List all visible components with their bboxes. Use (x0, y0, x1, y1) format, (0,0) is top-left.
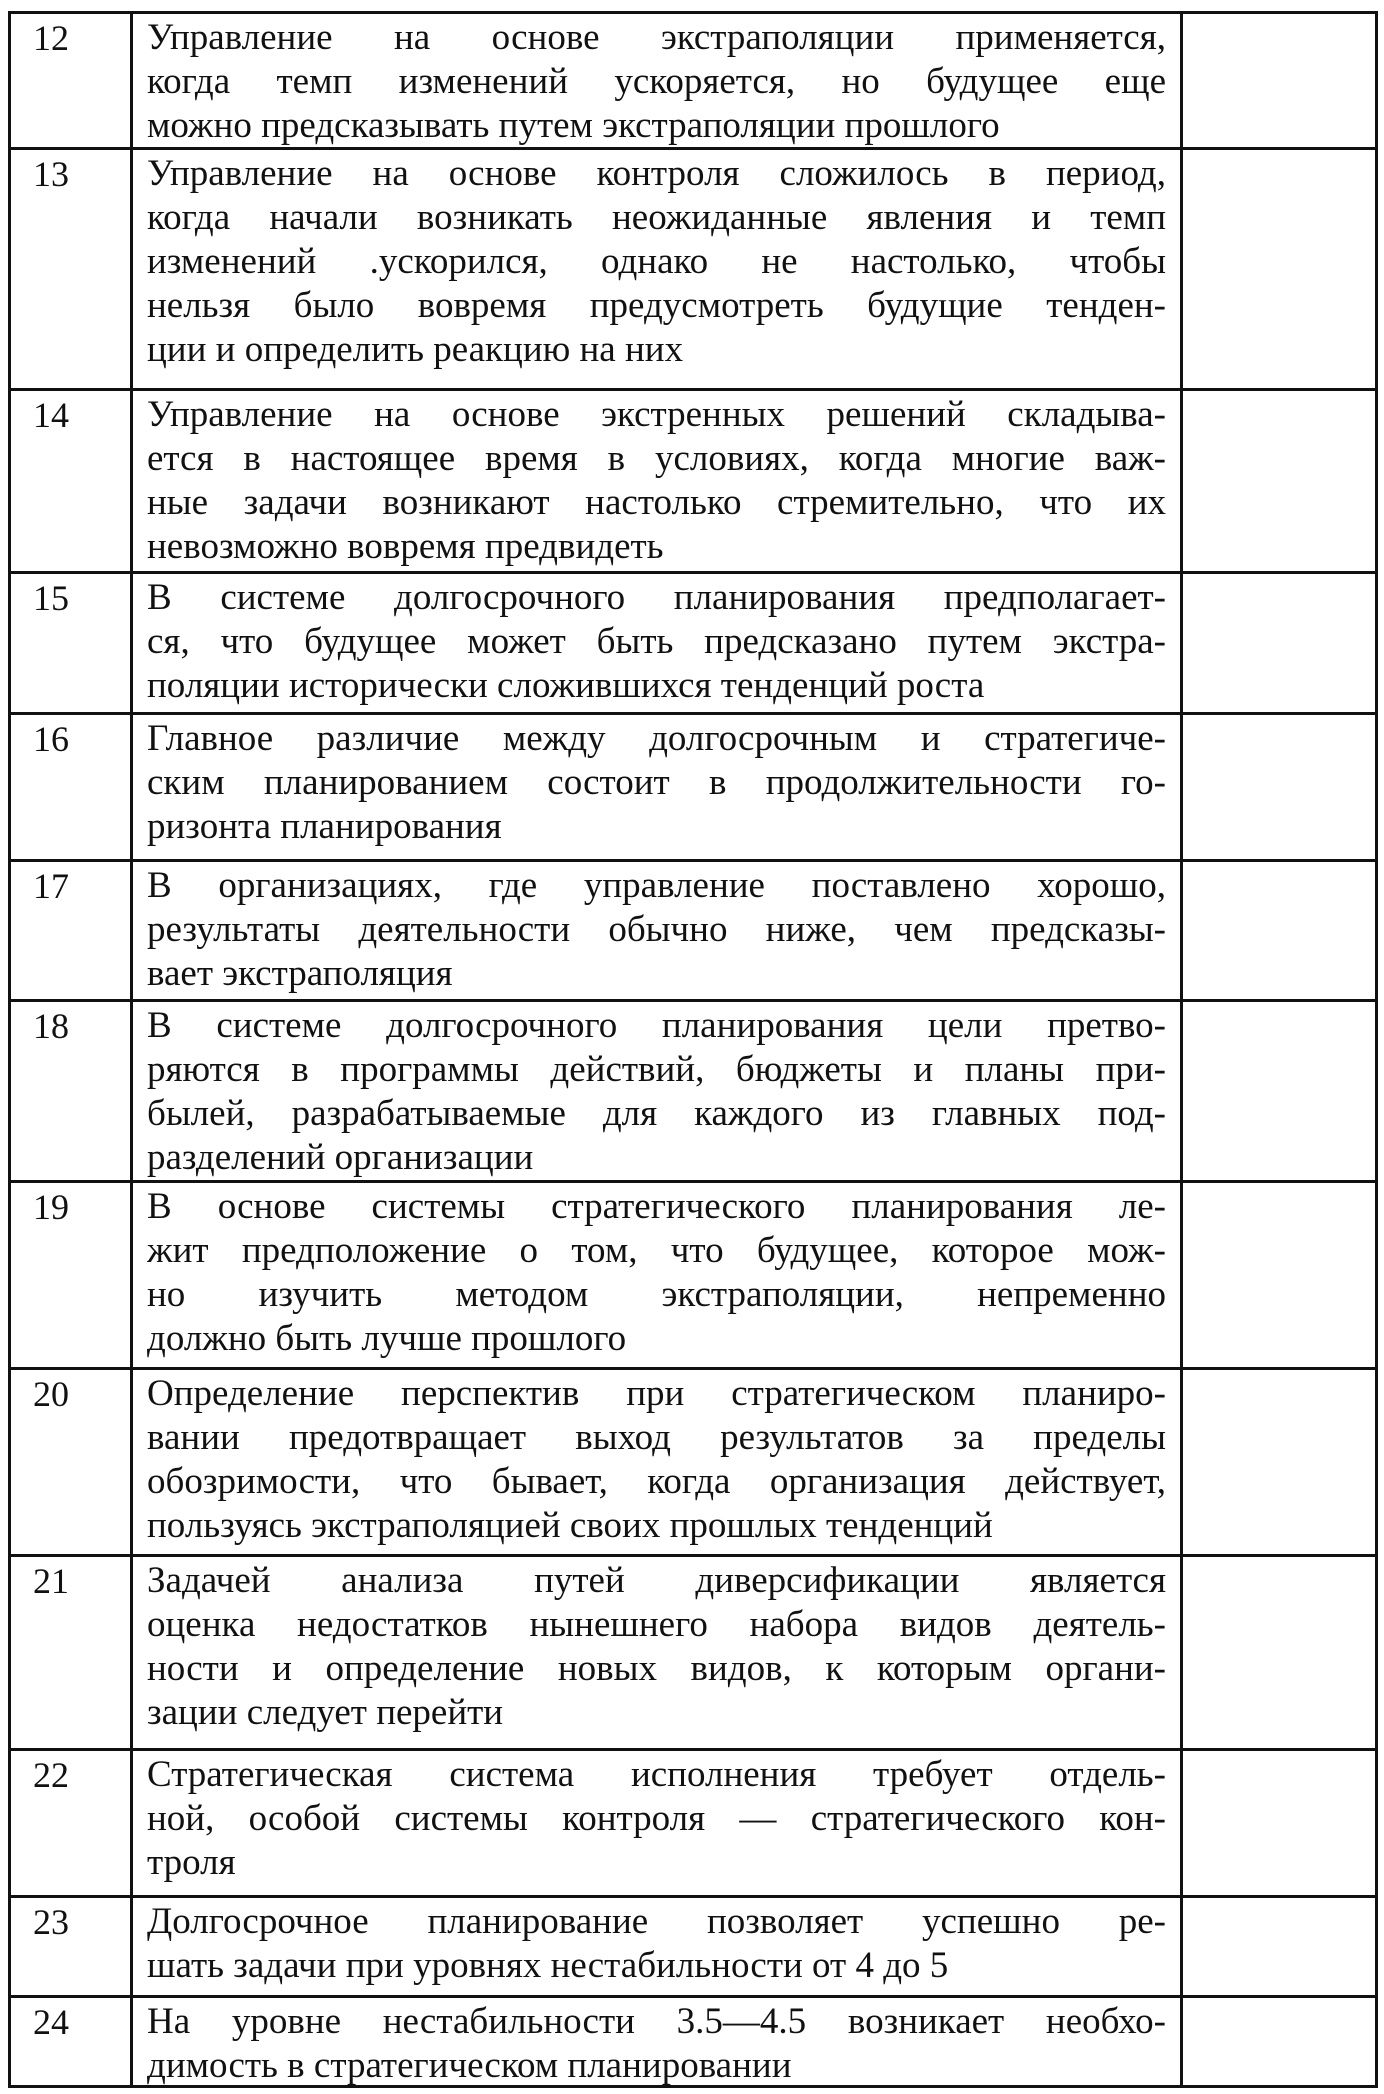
answer-cell[interactable] (1183, 715, 1375, 859)
statement-line: жит предположение о том, что будущее, которое мож- (147, 1230, 1166, 1271)
row-number: 15 (11, 574, 133, 712)
row-number: 20 (11, 1370, 133, 1554)
statement-line: вает экстраполяция (147, 953, 453, 994)
statement-text (133, 1002, 1183, 1180)
statement-line: шать задачи при уровнях нестабильности от 4 до 5 (147, 1945, 949, 1986)
statement-line: обозримости, что бывает, когда организация действует, (147, 1461, 1166, 1502)
statement-line: зации следует перейти (147, 1692, 504, 1733)
statement-line: но изучить методом экстраполяции, непременно (147, 1274, 1166, 1315)
row-number: 14 (11, 391, 133, 571)
answer-cell[interactable] (1183, 14, 1375, 148)
statement-line: В системе долгосрочного планирования цели претво- (147, 1005, 1166, 1046)
statement-line: оценка недостатков нынешнего набора видов деятель- (147, 1604, 1166, 1645)
answer-cell[interactable] (1183, 1002, 1375, 1180)
table-row (11, 388, 1375, 571)
statement-line: Управление на основе экстраполяции применяется, (147, 17, 1166, 58)
statement-line: результаты деятельности обычно ниже, чем предсказы- (147, 909, 1166, 950)
statement-line: Определение перспектив при стратегическом планиро- (147, 1373, 1166, 1414)
statement-line: троля (147, 1842, 236, 1883)
statement-line: Стратегическая система исполнения требует отдель- (147, 1754, 1166, 1795)
statement-line: Управление на основе контроля сложилось в период, (147, 153, 1166, 194)
table-row (11, 712, 1375, 859)
statement-line: вании предотвращает выход результатов за пределы (147, 1417, 1166, 1458)
statement-line: ной, особой системы контроля — стратегического кон- (147, 1798, 1166, 1839)
table-row (11, 571, 1375, 712)
statement-text (133, 715, 1183, 859)
statement-line: когда начали возникать неожиданные явления и темп (147, 197, 1166, 238)
answer-cell[interactable] (1183, 1183, 1375, 1367)
statement-text (133, 1751, 1183, 1895)
statement-line: ные задачи возникают настолько стремительно, что их (147, 482, 1166, 523)
answer-cell[interactable] (1183, 574, 1375, 712)
row-number: 18 (11, 1002, 133, 1180)
table-row (11, 14, 1375, 147)
statement-line: изменений .ускорился, однако не настолько, чтобы (147, 241, 1166, 282)
statement-line: разделений организации (147, 1137, 534, 1178)
statement-line: ся, что будущее может быть предсказано путем экстра- (147, 621, 1166, 662)
table-row (11, 859, 1375, 999)
statement-line: нельзя было вовремя предусмотреть будущие тенден- (147, 285, 1166, 326)
statement-text (133, 391, 1183, 571)
statement-line: ряются в программы действий, бюджеты и планы при- (147, 1049, 1166, 1090)
statement-text (133, 574, 1183, 712)
statement-text (133, 1998, 1183, 2088)
statement-line: ности и определение новых видов, к которым органи- (147, 1648, 1166, 1689)
statement-line: когда темп изменений ускоряется, но будущее еще (147, 61, 1166, 102)
statement-text (133, 1183, 1183, 1367)
statement-text (133, 862, 1183, 999)
statement-text (133, 14, 1183, 148)
table-row (11, 1180, 1375, 1367)
statement-line: ским планированием состоит в продолжительности го- (147, 762, 1166, 803)
table-row (11, 147, 1375, 388)
answer-cell[interactable] (1183, 1557, 1375, 1748)
statement-line: Долгосрочное планирование позволяет успешно ре- (147, 1901, 1166, 1942)
statement-line: поляции исторически сложившихся тенденций роста (147, 665, 985, 706)
row-number: 16 (11, 715, 133, 859)
statement-line: былей, разрабатываемые для каждого из главных под- (147, 1093, 1166, 1134)
table-row (11, 1895, 1375, 1995)
table-row (11, 1995, 1375, 2085)
answer-cell[interactable] (1183, 1370, 1375, 1554)
statement-line: димость в стратегическом планировании (147, 2045, 792, 2086)
table-row (11, 1748, 1375, 1895)
row-number: 24 (11, 1998, 133, 2088)
statement-text (133, 1898, 1183, 1995)
row-number: 12 (11, 14, 133, 148)
row-number: 17 (11, 862, 133, 999)
row-number: 23 (11, 1898, 133, 1995)
statement-text (133, 150, 1183, 388)
statement-line: ции и определить реакцию на них (147, 329, 684, 370)
statement-line: можно предсказывать путем экстраполяции прошлого (147, 105, 1000, 146)
answer-cell[interactable] (1183, 1998, 1375, 2088)
answer-cell[interactable] (1183, 391, 1375, 571)
answer-cell[interactable] (1183, 150, 1375, 388)
table-row (11, 999, 1375, 1180)
statement-text (133, 1557, 1183, 1748)
statement-text (133, 1370, 1183, 1554)
statement-line: В системе долгосрочного планирования предполагает- (147, 577, 1166, 618)
statement-line: должно быть лучше прошлого (147, 1318, 627, 1359)
table-row (11, 1367, 1375, 1554)
answer-cell[interactable] (1183, 1751, 1375, 1895)
statement-line: пользуясь экстраполяцией своих прошлых тенденций (147, 1505, 993, 1546)
statement-line: ризонта планирования (147, 806, 502, 847)
statement-line: В организациях, где управление поставлено хорошо, (147, 865, 1166, 906)
statements-table (8, 11, 1378, 2088)
statement-line: В основе системы стратегического планирования ле- (147, 1186, 1166, 1227)
row-number: 22 (11, 1751, 133, 1895)
row-number: 19 (11, 1183, 133, 1367)
statement-line: Задачей анализа путей диверсификации является (147, 1560, 1166, 1601)
statement-line: Управление на основе экстренных решений складыва- (147, 394, 1166, 435)
statement-line: невозможно вовремя предвидеть (147, 526, 664, 567)
statement-line: Главное различие между долгосрочным и стратегиче- (147, 718, 1166, 759)
statement-line: На уровне нестабильности 3.5—4.5 возникает необхо- (147, 2001, 1166, 2042)
answer-cell[interactable] (1183, 862, 1375, 999)
row-number: 13 (11, 150, 133, 388)
statement-line: ется в настоящее время в условиях, когда многие важ- (147, 438, 1166, 479)
answer-cell[interactable] (1183, 1898, 1375, 1995)
table-row (11, 1554, 1375, 1748)
row-number: 21 (11, 1557, 133, 1748)
